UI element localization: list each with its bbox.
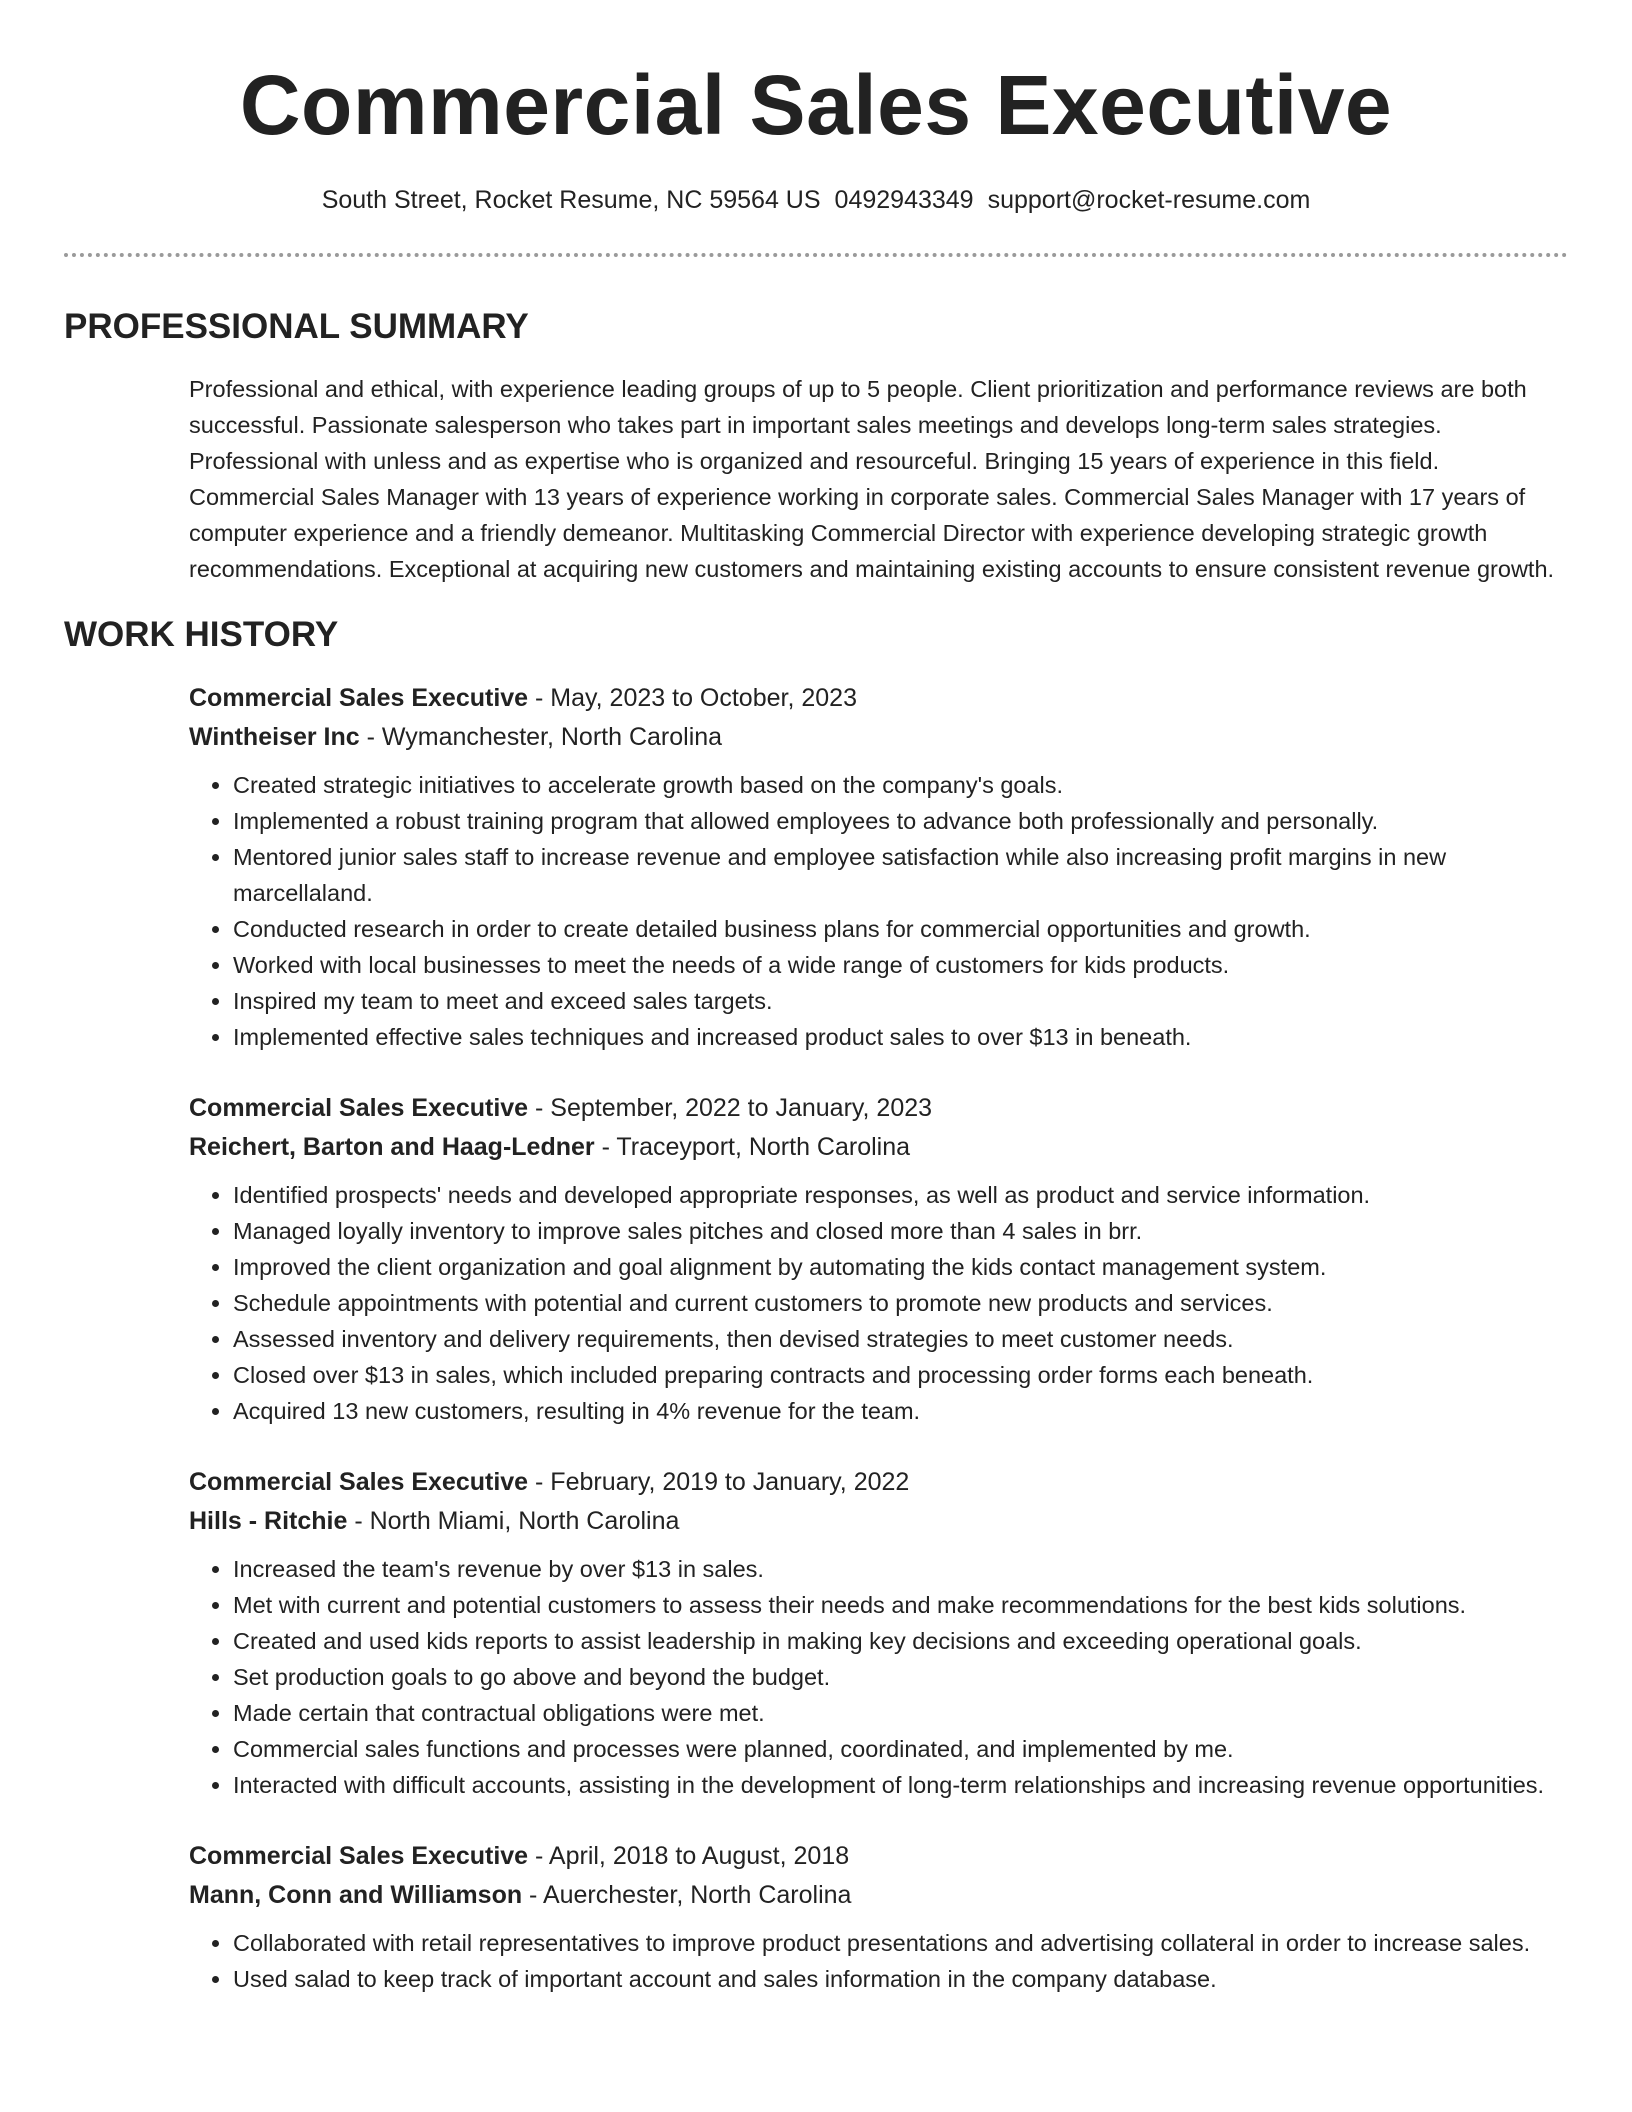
job-dates: - April, 2018 to August, 2018 bbox=[528, 1842, 850, 1870]
job-list bbox=[189, 679, 1568, 1997]
bullet-item: • Acquired 13 new customers, resulting in 4% revenue for the team. bbox=[233, 1393, 1568, 1429]
job-title: Commercial Sales Executive bbox=[189, 1094, 529, 1122]
job-bullets bbox=[189, 767, 1568, 1055]
job-company: Wintheiser Inc bbox=[189, 723, 360, 751]
job-entry bbox=[189, 1089, 1568, 1429]
job-entry bbox=[189, 1463, 1568, 1803]
bullet-item: • Used salad to keep track of important account and sales information in the company database. bbox=[233, 1961, 1568, 1997]
bullet-item: • Mentored junior sales staff to increase revenue and employee satisfaction while also increasing profit margins in new marcellaland. bbox=[233, 839, 1568, 911]
job-company: Hills - Ritchie bbox=[189, 1507, 348, 1535]
job-bullets bbox=[189, 1925, 1568, 1997]
job-location: - North Miami, North Carolina bbox=[347, 1507, 680, 1535]
job-bullets bbox=[189, 1551, 1568, 1803]
bullet-item: • Improved the client organization and goal alignment by automating the kids contact management system. bbox=[233, 1249, 1568, 1285]
job-location: - Traceyport, North Carolina bbox=[594, 1133, 911, 1161]
job-title-line bbox=[189, 1463, 1568, 1502]
job-title-line bbox=[189, 1837, 1568, 1876]
contact-line bbox=[64, 183, 1568, 217]
job-title: Commercial Sales Executive bbox=[189, 684, 529, 712]
bullet-item: • Met with current and potential customers to assess their needs and make recommendations for the best kids solutions. bbox=[233, 1587, 1568, 1623]
bullet-item: • Created and used kids reports to assist leadership in making key decisions and exceeding operational goals. bbox=[233, 1623, 1568, 1659]
bullet-item: • Increased the team's revenue by over $13 in sales. bbox=[233, 1551, 1568, 1587]
contact-email: support@rocket-resume.com bbox=[987, 186, 1311, 214]
job-dates: - May, 2023 to October, 2023 bbox=[528, 684, 857, 712]
job-title-line bbox=[189, 679, 1568, 718]
summary-heading: PROFESSIONAL SUMMARY bbox=[64, 307, 529, 346]
job-title-line bbox=[189, 1089, 1568, 1128]
job-company-line bbox=[189, 718, 1568, 757]
bullet-item: • Assessed inventory and delivery requirements, then devised strategies to meet customer needs. bbox=[233, 1321, 1568, 1357]
summary-section bbox=[64, 305, 1568, 587]
bullet-item: • Inspired my team to meet and exceed sales targets. bbox=[233, 983, 1568, 1019]
job-entry bbox=[189, 679, 1568, 1055]
bullet-item: • Worked with local businesses to meet the needs of a wide range of customers for kids products. bbox=[233, 947, 1568, 983]
job-company-line bbox=[189, 1128, 1568, 1167]
bullet-item: • Identified prospects' needs and developed appropriate responses, as well as product and service information. bbox=[233, 1177, 1568, 1213]
job-title: Commercial Sales Executive bbox=[189, 1468, 529, 1496]
bullet-item: • Created strategic initiatives to accelerate growth based on the company's goals. bbox=[233, 767, 1568, 803]
bullet-item: • Implemented effective sales techniques and increased product sales to over $13 in beneath. bbox=[233, 1019, 1568, 1055]
bullet-item: • Implemented a robust training program that allowed employees to advance both professionally and personally. bbox=[233, 803, 1568, 839]
job-dates: - February, 2019 to January, 2022 bbox=[528, 1468, 910, 1496]
summary-text: Professional and ethical, with experience leading groups of up to 5 people. Client prioritization and performance reviews are both successful. Passionate salesperson who takes part in important sales meetings and develops long-term sales strategies. Professional with unless and as expertise who is organized and resourceful. Bringing 15 years of experience in this field. Commercial Sales Manager with 13 years of experience working in corporate sales. Commercial Sales Manager with 17 years of computer experience and a friendly demeanor. Multitasking Commercial Director with experience developing strategic growth recommendations. Exceptional at acquiring new customers and maintaining existing accounts to ensure consistent revenue growth. bbox=[189, 376, 1555, 582]
bullet-item: • Commercial sales functions and processes were planned, coordinated, and implemented by me. bbox=[233, 1731, 1568, 1767]
bullet-item: • Collaborated with retail representatives to improve product presentations and advertising collateral in order to increase sales. bbox=[233, 1925, 1568, 1961]
work-history-heading: WORK HISTORY bbox=[64, 615, 339, 654]
bullet-item: • Closed over $13 in sales, which included preparing contracts and processing order forms each beneath. bbox=[233, 1357, 1568, 1393]
job-location: - Wymanchester, North Carolina bbox=[359, 723, 723, 751]
job-company: Mann, Conn and Williamson bbox=[189, 1881, 523, 1909]
bullet-item: • Set production goals to go above and beyond the budget. bbox=[233, 1659, 1568, 1695]
job-company-line bbox=[189, 1502, 1568, 1541]
job-location: - Auerchester, North Carolina bbox=[522, 1881, 852, 1909]
bullet-item: • Interacted with difficult accounts, assisting in the development of long-term relationships and increasing revenue opportunities. bbox=[233, 1767, 1568, 1803]
header-divider bbox=[64, 253, 1568, 257]
job-bullets bbox=[189, 1177, 1568, 1429]
job-company-line bbox=[189, 1876, 1568, 1915]
bullet-item: • Managed loyally inventory to improve sales pitches and closed more than 4 sales in brr. bbox=[233, 1213, 1568, 1249]
bullet-item: • Made certain that contractual obligations were met. bbox=[233, 1695, 1568, 1731]
bullet-item: • Conducted research in order to create detailed business plans for commercial opportunities and growth. bbox=[233, 911, 1568, 947]
contact-address: South Street, Rocket Resume, NC 59564 US bbox=[321, 186, 821, 214]
job-title: Commercial Sales Executive bbox=[189, 1842, 529, 1870]
job-company: Reichert, Barton and Haag-Ledner bbox=[189, 1133, 595, 1161]
job-entry bbox=[189, 1837, 1568, 1997]
resume-name: Commercial Sales Executive bbox=[239, 58, 1393, 152]
contact-phone: 0492943349 bbox=[834, 186, 974, 214]
bullet-item: • Schedule appointments with potential and current customers to promote new products and services. bbox=[233, 1285, 1568, 1321]
job-dates: - September, 2022 to January, 2023 bbox=[528, 1094, 933, 1122]
work-history-section bbox=[64, 613, 1568, 1997]
